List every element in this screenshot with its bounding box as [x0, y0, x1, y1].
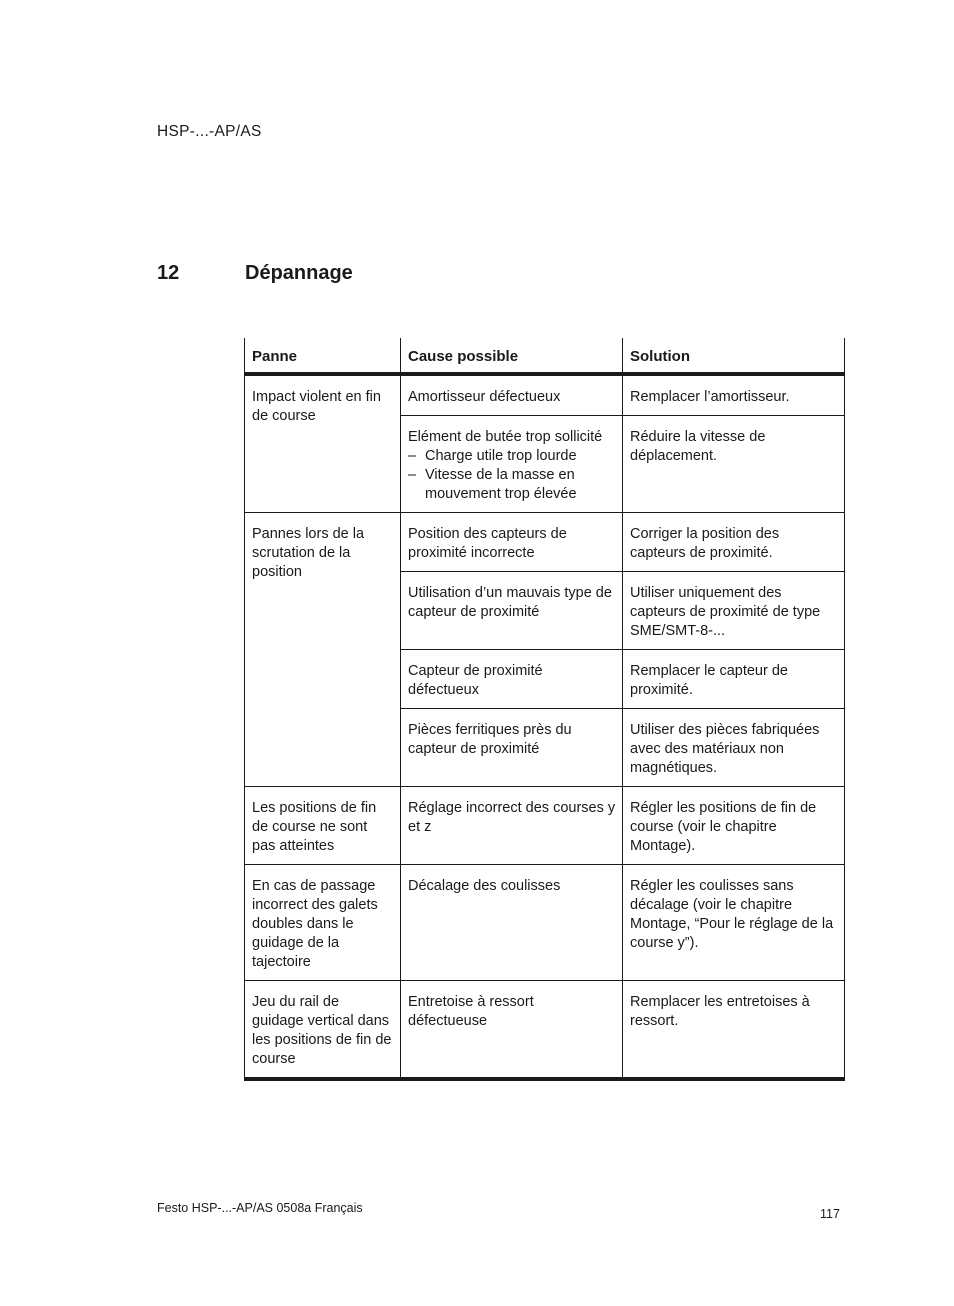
footer-document-info: Festo HSP-...-AP/AS 0508a Français: [157, 1201, 363, 1215]
table-row: [245, 981, 845, 1080]
solution-cell: Remplacer le capteur de proximité.: [623, 650, 845, 709]
cause-cell: Pièces ferritiques près du capteur de proximité: [401, 709, 623, 787]
chapter-title: Dépannage: [245, 262, 353, 284]
cause-cell: Capteur de proximité défectueux: [401, 650, 623, 709]
column-header-panne: Panne: [245, 338, 401, 374]
solution-cell: Remplacer l’amortisseur.: [623, 374, 845, 416]
cause-cell: Décalage des coulisses: [401, 865, 623, 981]
table-row: [245, 513, 845, 572]
table-row: [245, 787, 845, 865]
cause-subitem: – Charge utile trop lourde: [408, 447, 616, 466]
solution-cell: Utiliser uniquement des capteurs de proximité de type SME/SMT-8-...: [623, 572, 845, 650]
panne-cell: Impact violent en fin de course: [245, 374, 401, 513]
panne-cell: Pannes lors de la scrutation de la position: [245, 513, 401, 787]
cause-cell: Utilisation d’un mauvais type de capteur de proximité: [401, 572, 623, 650]
solution-cell: Utiliser des pièces fabriquées avec des matériaux non magnétiques.: [623, 709, 845, 787]
cause-cell: [401, 416, 623, 513]
solution-cell: Réduire la vitesse de déplacement.: [623, 416, 845, 513]
troubleshooting-table: [244, 338, 845, 1081]
column-header-solution: Solution: [623, 338, 845, 374]
page-number: 117: [820, 1207, 840, 1221]
cause-text: Elément de butée trop sollicité: [408, 429, 603, 445]
solution-cell: Remplacer les entretoises à ressort.: [623, 981, 845, 1080]
table-header-row: [245, 338, 845, 374]
cause-cell: Entretoise à ressort défectueuse: [401, 981, 623, 1080]
cause-cell: Amortisseur défectueux: [401, 374, 623, 416]
cause-subitem: – Vitesse de la masse en mouvement trop élevée: [408, 466, 616, 504]
table-row: [245, 865, 845, 981]
table-row: [245, 374, 845, 416]
panne-cell: Jeu du rail de guidage vertical dans les positions de fin de course: [245, 981, 401, 1080]
column-header-cause: Cause possible: [401, 338, 623, 374]
chapter-number: 12: [157, 262, 180, 284]
solution-cell: Corriger la position des capteurs de proximité.: [623, 513, 845, 572]
document-reference: HSP-...-AP/AS: [157, 123, 262, 140]
cause-cell: Réglage incorrect des courses y et z: [401, 787, 623, 865]
cause-cell: Position des capteurs de proximité incorrecte: [401, 513, 623, 572]
panne-cell: Les positions de fin de course ne sont pas atteintes: [245, 787, 401, 865]
solution-cell: Régler les positions de fin de course (voir le chapitre Montage).: [623, 787, 845, 865]
solution-cell: Régler les coulisses sans décalage (voir le chapitre Montage, “Pour le réglage de la course y”).: [623, 865, 845, 981]
panne-cell: En cas de passage incorrect des galets doubles dans le guidage de la tajectoire: [245, 865, 401, 981]
